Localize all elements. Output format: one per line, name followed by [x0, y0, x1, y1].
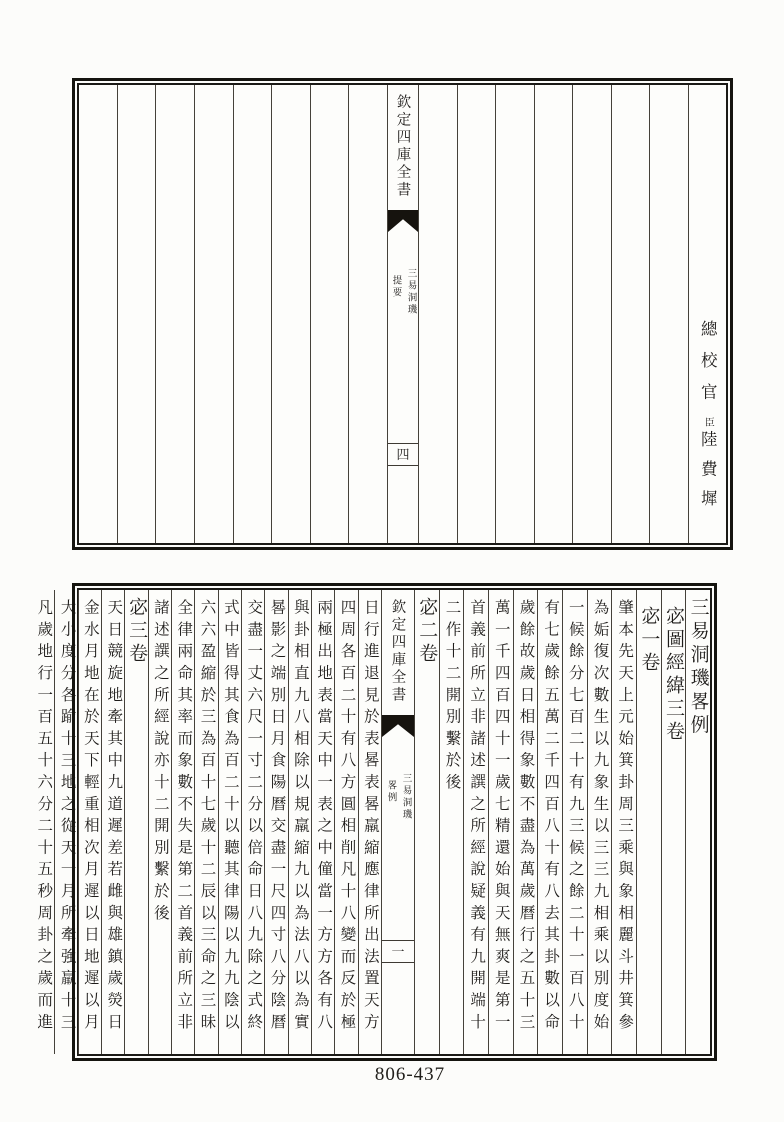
- text-column: [311, 590, 334, 1054]
- folio-number: 一: [391, 944, 405, 959]
- column-text: 宓一卷: [638, 606, 660, 675]
- column-text: 有七歲餘五萬二千四百八十有八去其卦數以命: [542, 599, 560, 1035]
- folio-rule-bottom: [388, 465, 418, 466]
- empty-column: [649, 85, 688, 543]
- empty-column: [348, 85, 387, 543]
- heading-column: [414, 590, 439, 1054]
- column-text: 首義前所立非諸述譔之所經說疑義有九開端十: [468, 599, 486, 1035]
- series-title: 欽定四庫全書: [394, 94, 411, 199]
- catalog-page-number: 806-437: [374, 1064, 446, 1085]
- heading-column: [661, 590, 686, 1054]
- column-text: 大小度分各踰十三地之從天一月所牽強羸十三: [58, 599, 76, 1035]
- empty-column: [611, 85, 650, 543]
- fish-tail-mark-icon: [388, 210, 418, 232]
- column-text: 凡歲地行一百五十六分二十五秒周卦之歲而進: [35, 599, 53, 1035]
- proofreader-rank: 臣: [702, 416, 714, 427]
- empty-column: [418, 85, 457, 543]
- empty-column: [194, 85, 233, 543]
- column-text: 四周各百二十有八方圓相削凡十八變而反於極: [338, 599, 356, 1035]
- top-frame-right-half: [418, 85, 726, 543]
- banxin-column-top: [387, 85, 418, 543]
- text-column: [513, 590, 538, 1054]
- heading-column: [685, 590, 710, 1054]
- column-text: 歲餘故歲日相得象數不盡為萬歲曆行之五十三: [517, 599, 535, 1035]
- column-text: 諸述譔之所經說亦十二開別繫於後: [151, 599, 169, 926]
- column-text: 宓三卷: [126, 597, 148, 666]
- text-column: [488, 590, 513, 1054]
- empty-column: [271, 85, 310, 543]
- text-column: [78, 590, 101, 1054]
- book-title: 三易洞璣: [400, 773, 411, 821]
- heading-column: [636, 590, 661, 1054]
- proofreader-title: 總校官: [698, 320, 718, 415]
- column-text: 日行進退見於表晷表晷羸縮應律所出法置天方: [361, 599, 379, 1035]
- column-text: 肇本先天上元始箕卦周三乘與象相麗斗井箕參: [616, 599, 634, 1035]
- empty-column: [310, 85, 349, 543]
- proofreader-name: 陸費墀: [698, 430, 718, 519]
- proofreader-column: [688, 85, 727, 543]
- banxin-column-bottom: [381, 590, 414, 1054]
- column-text: 三易洞璣畧例: [687, 597, 709, 738]
- text-column: [288, 590, 311, 1054]
- folio-number-block: [388, 443, 418, 466]
- text-column: [241, 590, 264, 1054]
- book-title: 三易洞璣: [405, 268, 416, 316]
- empty-column: [572, 85, 611, 543]
- text-column: [463, 590, 488, 1054]
- text-column: [334, 590, 357, 1054]
- text-column: [194, 590, 217, 1054]
- column-text: 天日競旋地牽其中九道遲差若雌與雄鎮歲熒日: [105, 599, 123, 1035]
- column-text: 宓圖經緯三卷: [663, 606, 684, 744]
- heading-column: [124, 590, 147, 1054]
- text-column: [171, 590, 194, 1054]
- empty-column: [457, 85, 496, 543]
- text-column: [439, 590, 464, 1054]
- column-text: 為姤復次數生以九象生以三三九相乘以別度始: [591, 599, 609, 1035]
- text-column: [358, 590, 381, 1054]
- fish-tail-mark-icon: [382, 715, 414, 737]
- section-label: 畧例: [385, 780, 396, 804]
- top-frame-left-half: [79, 85, 387, 543]
- text-column: [587, 590, 612, 1054]
- banxin-subtitle: [384, 773, 413, 821]
- text-column: [54, 590, 77, 1054]
- column-text: 交盡一丈六尺一寸二分以倍命日八九除之式終: [245, 599, 263, 1035]
- empty-column: [534, 85, 573, 543]
- section-label: 提要: [390, 275, 401, 299]
- folio-rule-top: [382, 940, 414, 941]
- bottom-frame-right-half: [414, 590, 710, 1054]
- text-column: [611, 590, 636, 1054]
- empty-column: [233, 85, 272, 543]
- banxin-subtitle: [389, 268, 418, 316]
- text-column: [218, 590, 241, 1054]
- proofreader-text: [695, 85, 719, 543]
- column-text: 金水月地在於天下輕重相次月遲以日地遲以月: [81, 599, 99, 1035]
- column-text: 式中皆得其食為百二十以聽其律陽以九九陰以: [221, 599, 239, 1035]
- empty-column: [155, 85, 194, 543]
- text-column: [537, 590, 562, 1054]
- bottom-page-frame: [35, 588, 712, 1056]
- bottom-frame-left-half: [32, 590, 381, 1054]
- column-text: 兩極出地表當天中一表之中僮當一方方各有八: [315, 599, 333, 1035]
- folio-rule-top: [388, 443, 418, 444]
- empty-column: [117, 85, 156, 543]
- series-title: 欽定四庫全書: [389, 599, 406, 704]
- column-text: 與卦相直九八相除以規羸縮九以為法八以為實: [291, 599, 309, 1035]
- column-text: 萬一千四百四十一歲七精還始與天無爽是第一: [492, 599, 510, 1035]
- text-column: [32, 590, 54, 1054]
- column-text: 宓二卷: [416, 597, 438, 666]
- text-column: [101, 590, 124, 1054]
- column-text: 晷影之端別日月食陽曆交盡一尺四寸八分陰曆: [268, 599, 286, 1035]
- text-column: [148, 590, 171, 1054]
- folio-number-block: [382, 940, 414, 963]
- folio-number: 四: [396, 447, 410, 462]
- empty-column: [79, 85, 117, 543]
- text-column: [264, 590, 287, 1054]
- empty-column: [495, 85, 534, 543]
- text-column: [562, 590, 587, 1054]
- column-text: 一候餘分七百二十有九三候之餘二十一百八十: [566, 599, 584, 1035]
- column-text: 全律兩命其率而象數不失是第二首義前所立非: [175, 599, 193, 1035]
- folio-rule-bottom: [382, 962, 414, 963]
- column-text: 六六盈縮於三為百十七歲十二辰以三命之三昧: [198, 599, 216, 1035]
- top-page-frame: [77, 83, 728, 545]
- column-text: 二作十二開別繫於後: [443, 599, 461, 796]
